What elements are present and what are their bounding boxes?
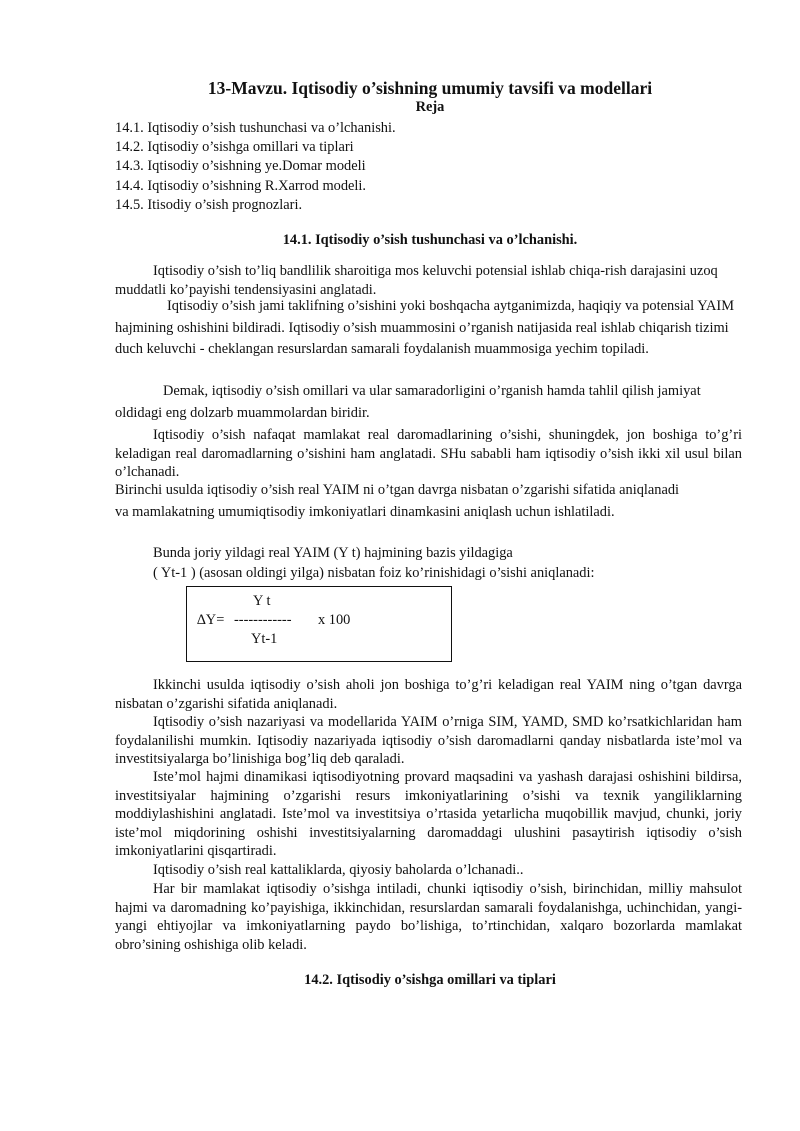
formula-lhs: ∆Y=	[197, 612, 225, 628]
paragraph: Iqtisodiy o’sish real kattaliklarda, qiyosiy baholarda o’lchanadi..	[153, 862, 524, 878]
plan-item: 14.2. Iqtisodiy o’sishga omillari va tiplari	[115, 139, 354, 156]
section-heading-1: 14.1. Iqtisodiy o’sish tushunchasi va o’lchanishi.	[282, 232, 578, 248]
paragraph: Iqtisodiy o’sish jami taklifning o’sishini yoki boshqacha aytganimizda, haqiqiy va potensial YAIM hajmining oshishini bildiradi. Iqtisodiy o’sish muammosini o’rganish natijasida real ishlab chiqarish tizimi duch keluvchi - cheklangan resurslardan samarali foydalanish muammosiga yechim topiladi.	[115, 298, 735, 357]
paragraph: Bunda joriy yildagi real YAIM (Y t) hajmining bazis yildagiga	[153, 545, 513, 561]
formula-fraction-bar: ------------	[234, 612, 292, 628]
paragraph: Iste’mol hajmi dinamikasi iqtisodiyotning provard maqsadini va yashash darajasi oshishini bildirsa, investitsiyalar hajmining o’zgarishi resurs imkoniyatlarining o’sishi va texnik yangiliklarning moddiylashishini anglatadi. Iste’mol va investitsiya o’rtasida yetarlicha muqobillik mavjud, chunki, joriy iste’mol miqdorining oshishi investitsiyalarning daromaddagi ulushini pasaytirish iqtisodiy o’sish imkoniyatlarini qisqartiradi.	[115, 769, 742, 860]
formula-multiplier: x 100	[318, 612, 351, 628]
document-title: 13-Mavzu. Iqtisodiy o’sishning umumiy tavsifi va modellari	[207, 78, 653, 98]
paragraph: Iqtisodiy o’sish nafaqat mamlakat real daromadlarining o’sishi, shuningdek, jon boshiga to’g’ri keladigan real daromadlarning o’sishini ham anglatadi. SHu sababli ham iqtisodiy o’sish ikki xil usul bilan o’lchanadi.	[115, 427, 742, 481]
formula-denominator: Yt-1	[251, 631, 278, 647]
formula-numerator: Y t	[253, 593, 271, 609]
plan-item: 14.4. Iqtisodiy o’sishning R.Xarrod modeli.	[115, 177, 367, 194]
formula-box	[186, 586, 452, 662]
plan-label: Reja	[415, 99, 445, 115]
paragraph: Iqtisodiy o’sish to’liq bandlilik sharoitiga mos keluvchi potensial ishlab chiqa-rish darajasini uzoq muddatli ko’payishi tendensiyasini anglatadi.	[115, 263, 718, 298]
paragraph: Demak, iqtisodiy o’sish omillari va ular samaradorligini o’rganish hamda tahlil qilish jamiyat oldidagi eng dolzarb muammolardan biridir.	[115, 383, 701, 421]
paragraph: Iqtisodiy o’sish nazariyasi va modellarida YAIM o’rniga SIM, YAMD, SMD ko’rsatkichlaridan ham foydalanilishi mumkin. Iqtisodiy nazariyada iqtisodiy o’sish daromadlarni qanday nisbatlarda iste’mol va investitsiyalarga bo’linishiga bog’liq deb qaraladi.	[115, 714, 742, 768]
plan-item: 14.3. Iqtisodiy o’sishning ye.Domar modeli	[115, 158, 366, 175]
paragraph: ( Yt-1 ) (asosan oldingi yilga) nisbatan foiz ko’rinishidagi o’sishi aniqlanadi:	[153, 565, 595, 581]
plan-item: 14.1. Iqtisodiy o’sish tushunchasi va o’lchanishi.	[115, 120, 396, 136]
section-heading-2: 14.2. Iqtisodiy o’sishga omillari va tiplari	[304, 972, 556, 988]
plan-list	[115, 119, 396, 215]
paragraph: Har bir mamlakat iqtisodiy o’sishga intiladi, chunki iqtisodiy o’sish, birinchidan, milliy mahsulot hajmi va daromadning ko’payishiga, ikkinchidan, resurslardan samarali foydalanishga, uchinchidan, yangi-yangi ehtiyojlar va imkoniyatlarning paydo bo’lishiga, to’rtinchidan, xalqaro bozorlarda mamlakat obro’sining oshishiga olib keladi.	[115, 881, 742, 953]
paragraph: Ikkinchi usulda iqtisodiy o’sish aholi jon boshiga to’g’ri keladigan real YAIM ning o’tgan davrga nisbatan o’zgarishi sifatida aniqlanadi.	[115, 677, 742, 712]
plan-item: 14.5. Itisodiy o’sish prognozlari.	[115, 196, 303, 213]
paragraph: Birinchi usulda iqtisodiy o’sish real YAIM ni o’tgan davrga nisbatan o’zgarishi sifatida aniqlanadi va mamlakatning umumiqtisodiy imkoniyatlari dinamkasini aniqlash uchun ishlatiladi.	[115, 482, 680, 520]
